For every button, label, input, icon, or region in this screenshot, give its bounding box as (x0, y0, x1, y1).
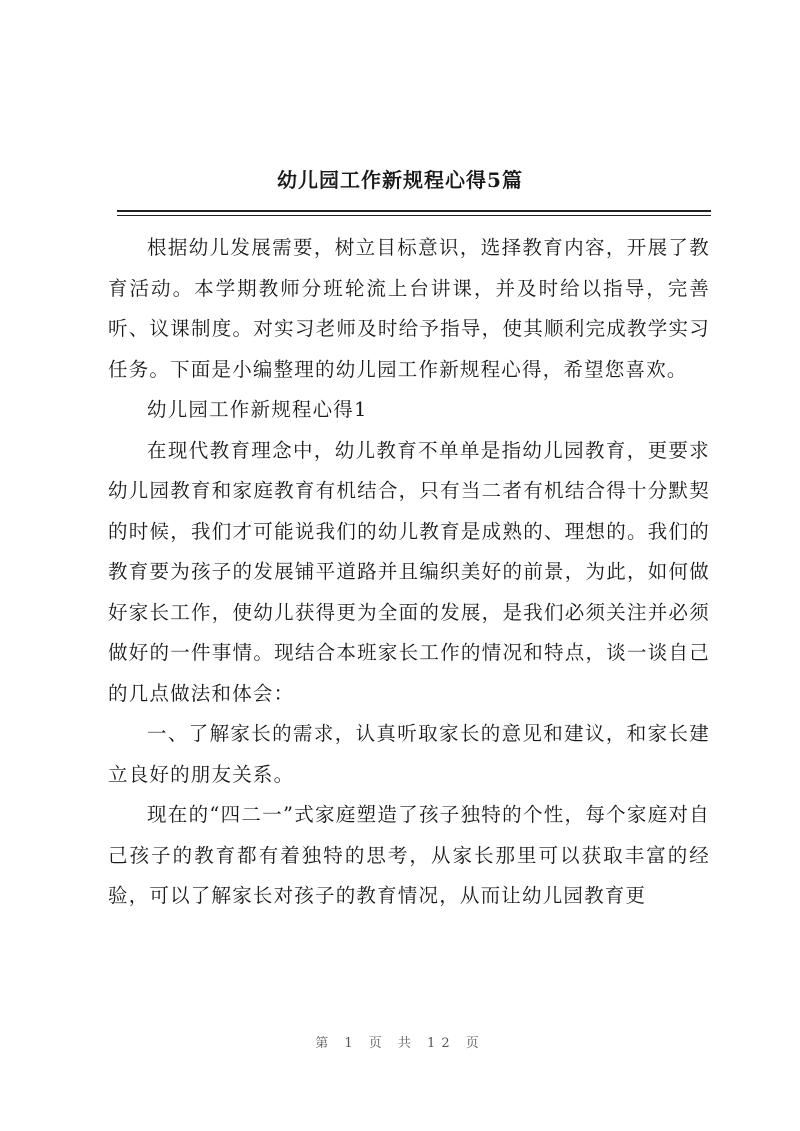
body-paragraph: 在现代教育理念中，幼儿教育不单单是指幼儿园教育，更要求幼儿园教育和家庭教育有机结合，只有当二者有机结合得十分默契的时候，我们才可能说我们的幼儿教育是成熟的、理想的。我们的教育要为孩子的发展铺平道路并且编织美好的前景，为此，如何做好家长工作，使幼儿获得更为全面的发展，是我们必须关注并必须做好的一件事情。现结合本班家长工作的情况和特点，谈一谈自己的几点做法和体会： (108, 438, 710, 705)
section-heading: 幼儿园工作新规程心得1 (147, 398, 368, 421)
title-rule-thick (117, 210, 711, 212)
title-rule-thin (117, 215, 711, 216)
body-paragraph: 现在的“四二一”式家庭塑造了孩子独特的个性，每个家庭对自己孩子的教育都有着独特的思考，从家长那里可以获取丰富的经验，可以了解家长对孩子的教育情况，从而让幼儿园教育更 (108, 803, 710, 907)
document-title: 幼儿园工作新规程心得5篇 (277, 168, 523, 192)
document-body (108, 228, 710, 917)
point-heading: 一、了解家长的需求，认真听取家长的意见和建议，和家长建立良好的朋友关系。 (108, 722, 710, 786)
page-footer: 第 1 页 共 12 页 (315, 1036, 485, 1051)
intro-paragraph: 根据幼儿发展需要，树立目标意识，选择教育内容，开展了教育活动。本学期教师分班轮流上台讲课，并及时给以指导，完善听、议课制度。对实习老师及时给予指导，使其顺利完成教学实习任务。下面是小编整理的幼儿园工作新规程心得，希望您喜欢。 (108, 236, 710, 381)
